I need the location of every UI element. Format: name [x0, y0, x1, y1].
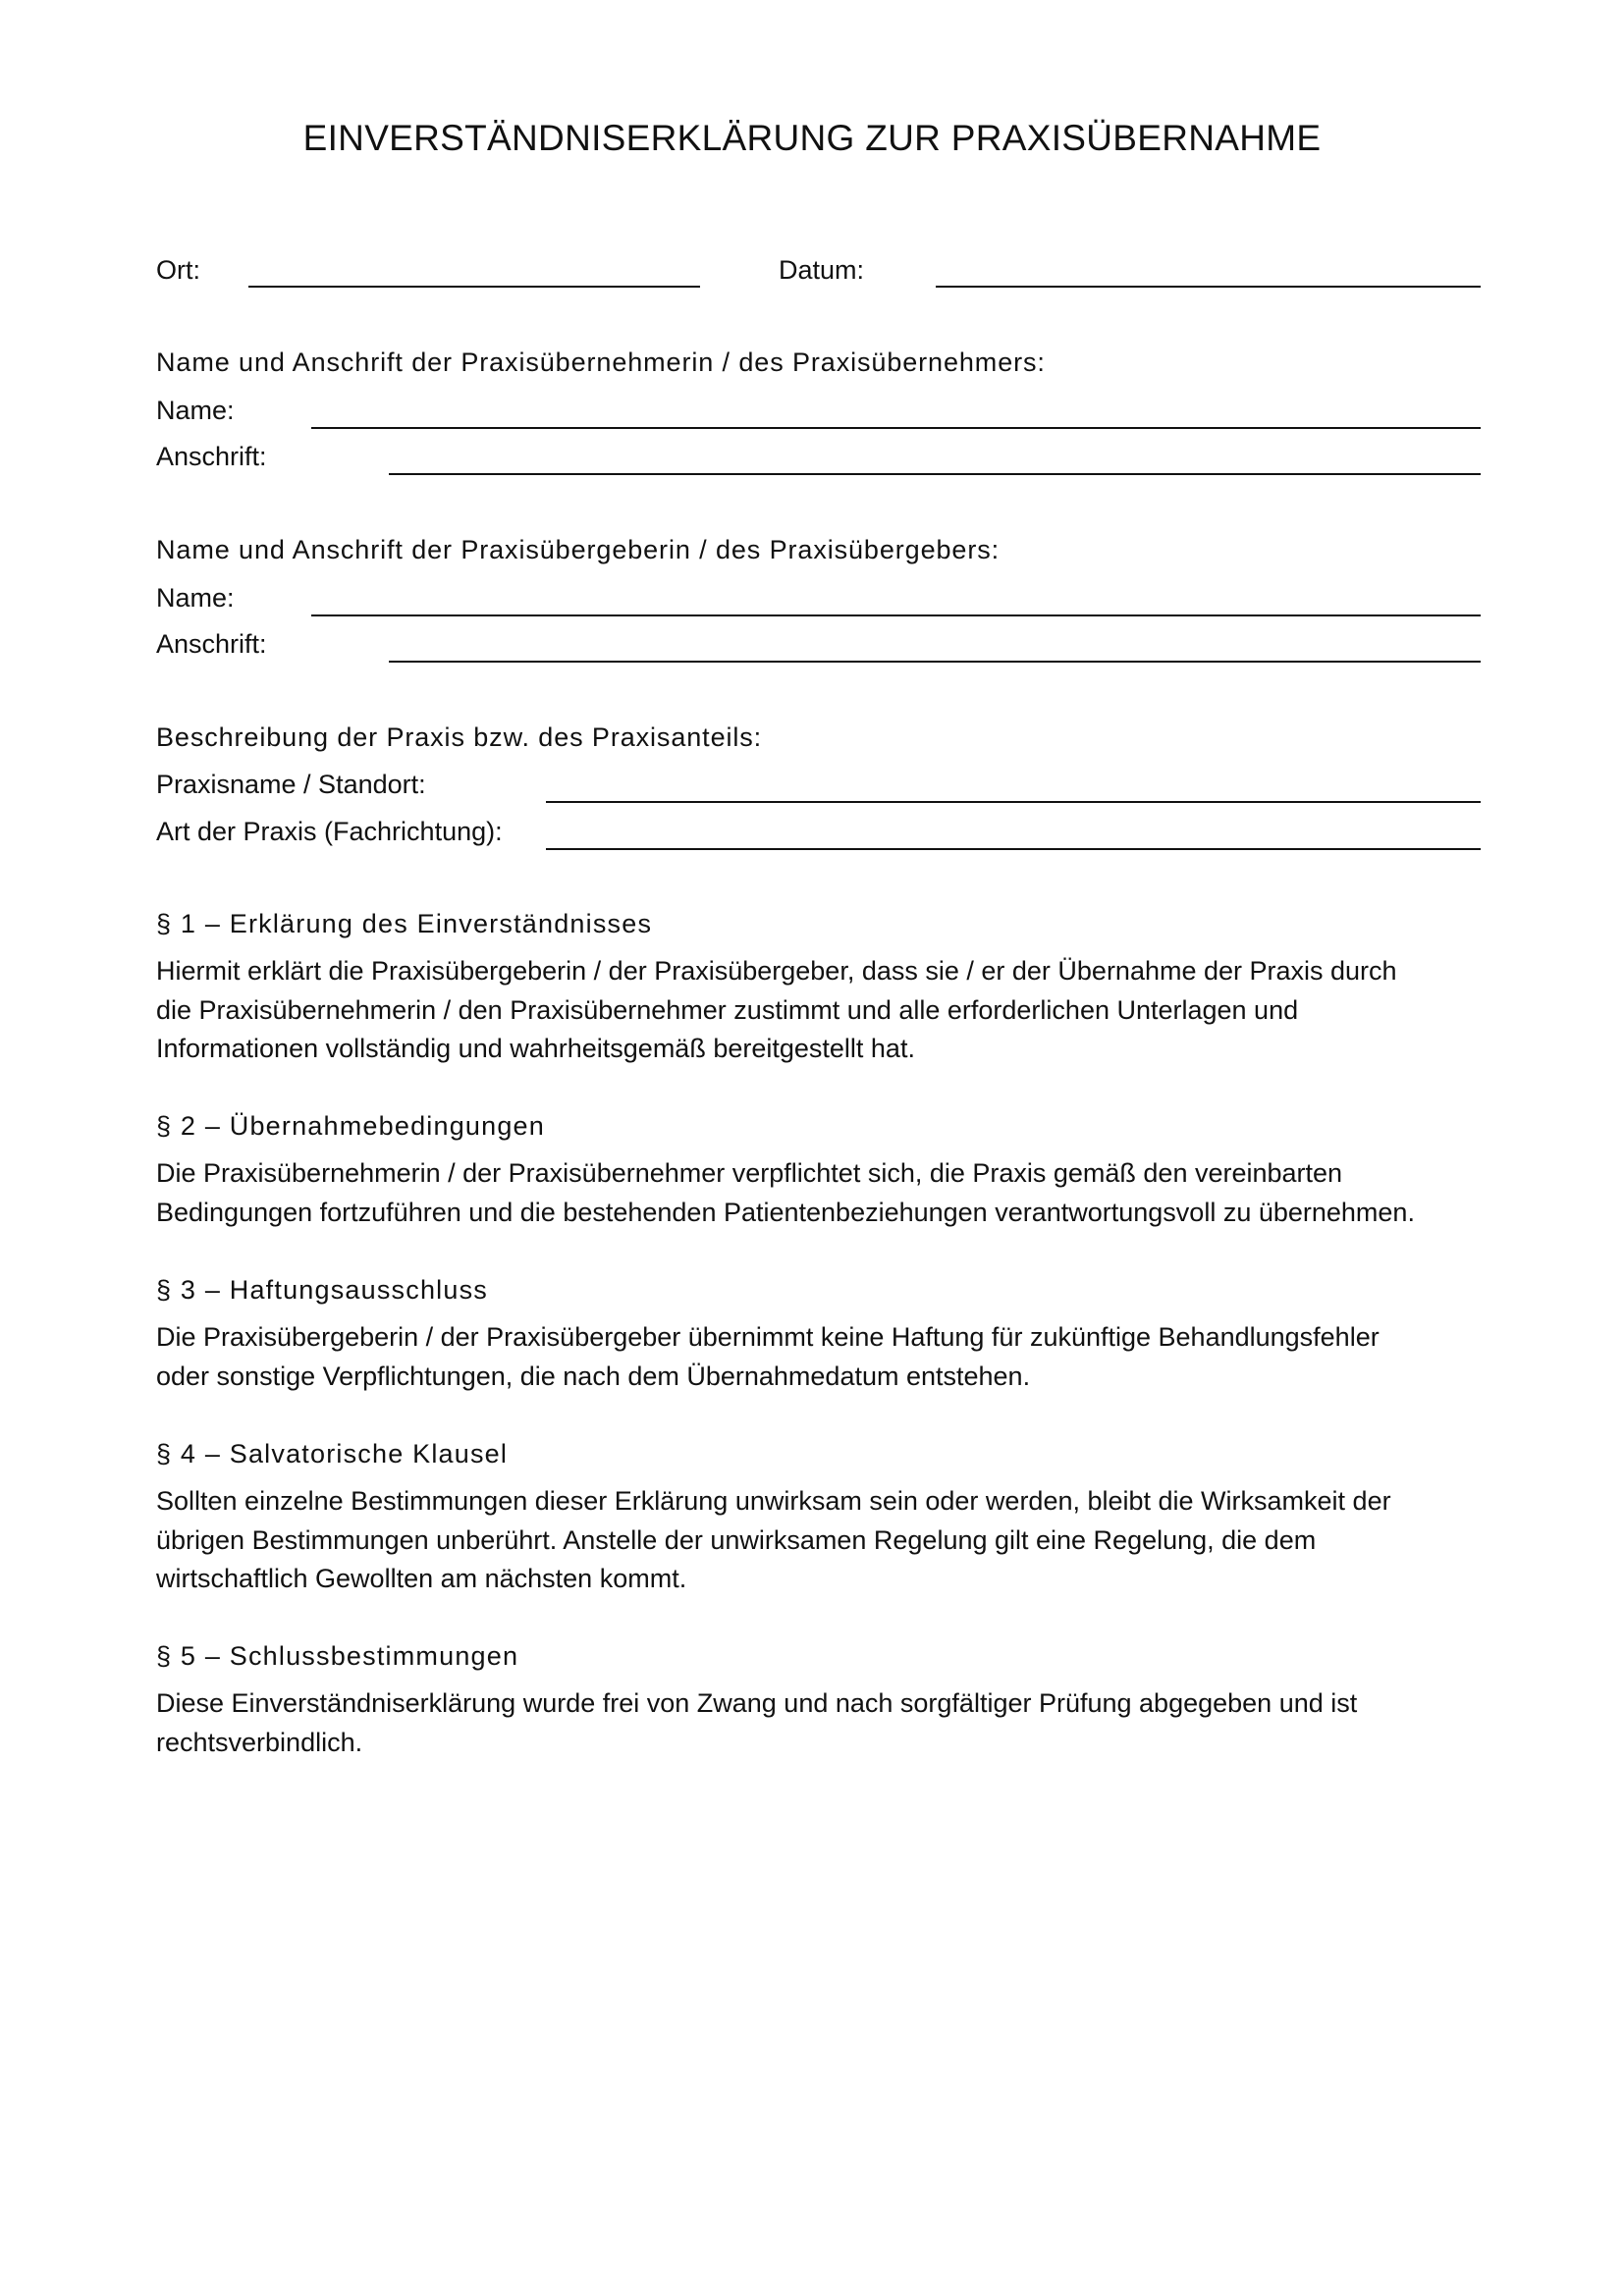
section-3-heading: § 3 – Haftungsausschluss [156, 1275, 488, 1305]
praxis-art-label: Art der Praxis (Fachrichtung): [156, 817, 503, 846]
section-1-body [156, 952, 1531, 1069]
uebernehmer-name-label: Name: [156, 396, 235, 425]
praxis-standort-line[interactable] [546, 801, 1481, 803]
section-5-line-1: Diese Einverständniserklärung wurde frei von Zwang und nach sorgfältiger Prüfung abgegeben und ist [156, 1688, 1358, 1718]
section-4-body [156, 1482, 1531, 1599]
praxis-art-line[interactable] [546, 848, 1481, 850]
ort-field-line[interactable] [248, 286, 700, 288]
section-5-heading: § 5 – Schlussbestimmungen [156, 1641, 519, 1671]
uebergeber-name-line[interactable] [311, 614, 1481, 616]
praxis-heading: Beschreibung der Praxis bzw. des Praxisanteils: [156, 722, 763, 752]
uebergeber-name-label: Name: [156, 583, 235, 613]
datum-label: Datum: [779, 255, 865, 285]
ort-label: Ort: [156, 255, 200, 285]
section-2-line-2: Bedingungen fortzuführen und die bestehenden Patientenbeziehungen verantwortungsvoll zu übernehmen. [156, 1197, 1415, 1227]
section-4-line-2: übrigen Bestimmungen unberührt. Anstelle der unwirksamen Regelung gilt eine Regelung, die dem [156, 1524, 1317, 1555]
document-title: EINVERSTÄNDNISERKLÄRUNG ZUR PRAXISÜBERNAHME [302, 118, 1322, 158]
section-2-heading: § 2 – Übernahmebedingungen [156, 1111, 545, 1141]
section-1-line-3: Informationen vollständig und wahrheitsgemäß bereitgestellt hat. [156, 1034, 915, 1063]
section-1-line-1: Hiermit erklärt die Praxisübergeberin / der Praxisübergeber, dass sie / er der Übernahme der Praxis durch [156, 956, 1397, 986]
section-3-line-1: Die Praxisübergeberin / der Praxisübergeber übernimmt keine Haftung für zukünftige Behandlungsfehler [156, 1322, 1380, 1352]
uebernehmer-anschrift-line[interactable] [389, 473, 1481, 475]
uebergeber-anschrift-label: Anschrift: [156, 629, 267, 659]
uebergeber-anschrift-line[interactable] [389, 661, 1481, 663]
section-5-body [156, 1684, 1531, 1762]
uebernehmer-heading: Name und Anschrift der Praxisübernehmerin / des Praxisübernehmers: [156, 347, 1046, 377]
section-4-heading: § 4 – Salvatorische Klausel [156, 1439, 509, 1468]
section-1-heading: § 1 – Erklärung des Einverständnisses [156, 909, 653, 938]
uebernehmer-name-line[interactable] [311, 427, 1481, 429]
section-4-line-1: Sollten einzelne Bestimmungen dieser Erklärung unwirksam sein oder werden, bleibt die Wirksamkeit der [156, 1486, 1391, 1516]
section-1-line-2: die Praxisübernehmerin / den Praxisübernehmer zustimmt und alle erforderlichen Unterlagen und [156, 994, 1299, 1025]
section-4-line-3: wirtschaftlich Gewollten am nächsten kommt. [156, 1564, 687, 1593]
section-3-body [156, 1318, 1531, 1396]
section-2-line-1: Die Praxisübernehmerin / der Praxisübernehmer verpflichtet sich, die Praxis gemäß den vereinbarten [156, 1158, 1343, 1188]
section-5-line-2: rechtsverbindlich. [156, 1727, 363, 1757]
section-2-body [156, 1154, 1531, 1232]
uebernehmer-anschrift-label: Anschrift: [156, 442, 267, 471]
datum-field-line[interactable] [936, 286, 1481, 288]
section-3-line-2: oder sonstige Verpflichtungen, die nach dem Übernahmedatum entstehen. [156, 1361, 1031, 1391]
praxis-standort-label: Praxisname / Standort: [156, 770, 426, 799]
uebergeber-heading: Name und Anschrift der Praxisübergeberin / des Praxisübergebers: [156, 535, 1001, 564]
